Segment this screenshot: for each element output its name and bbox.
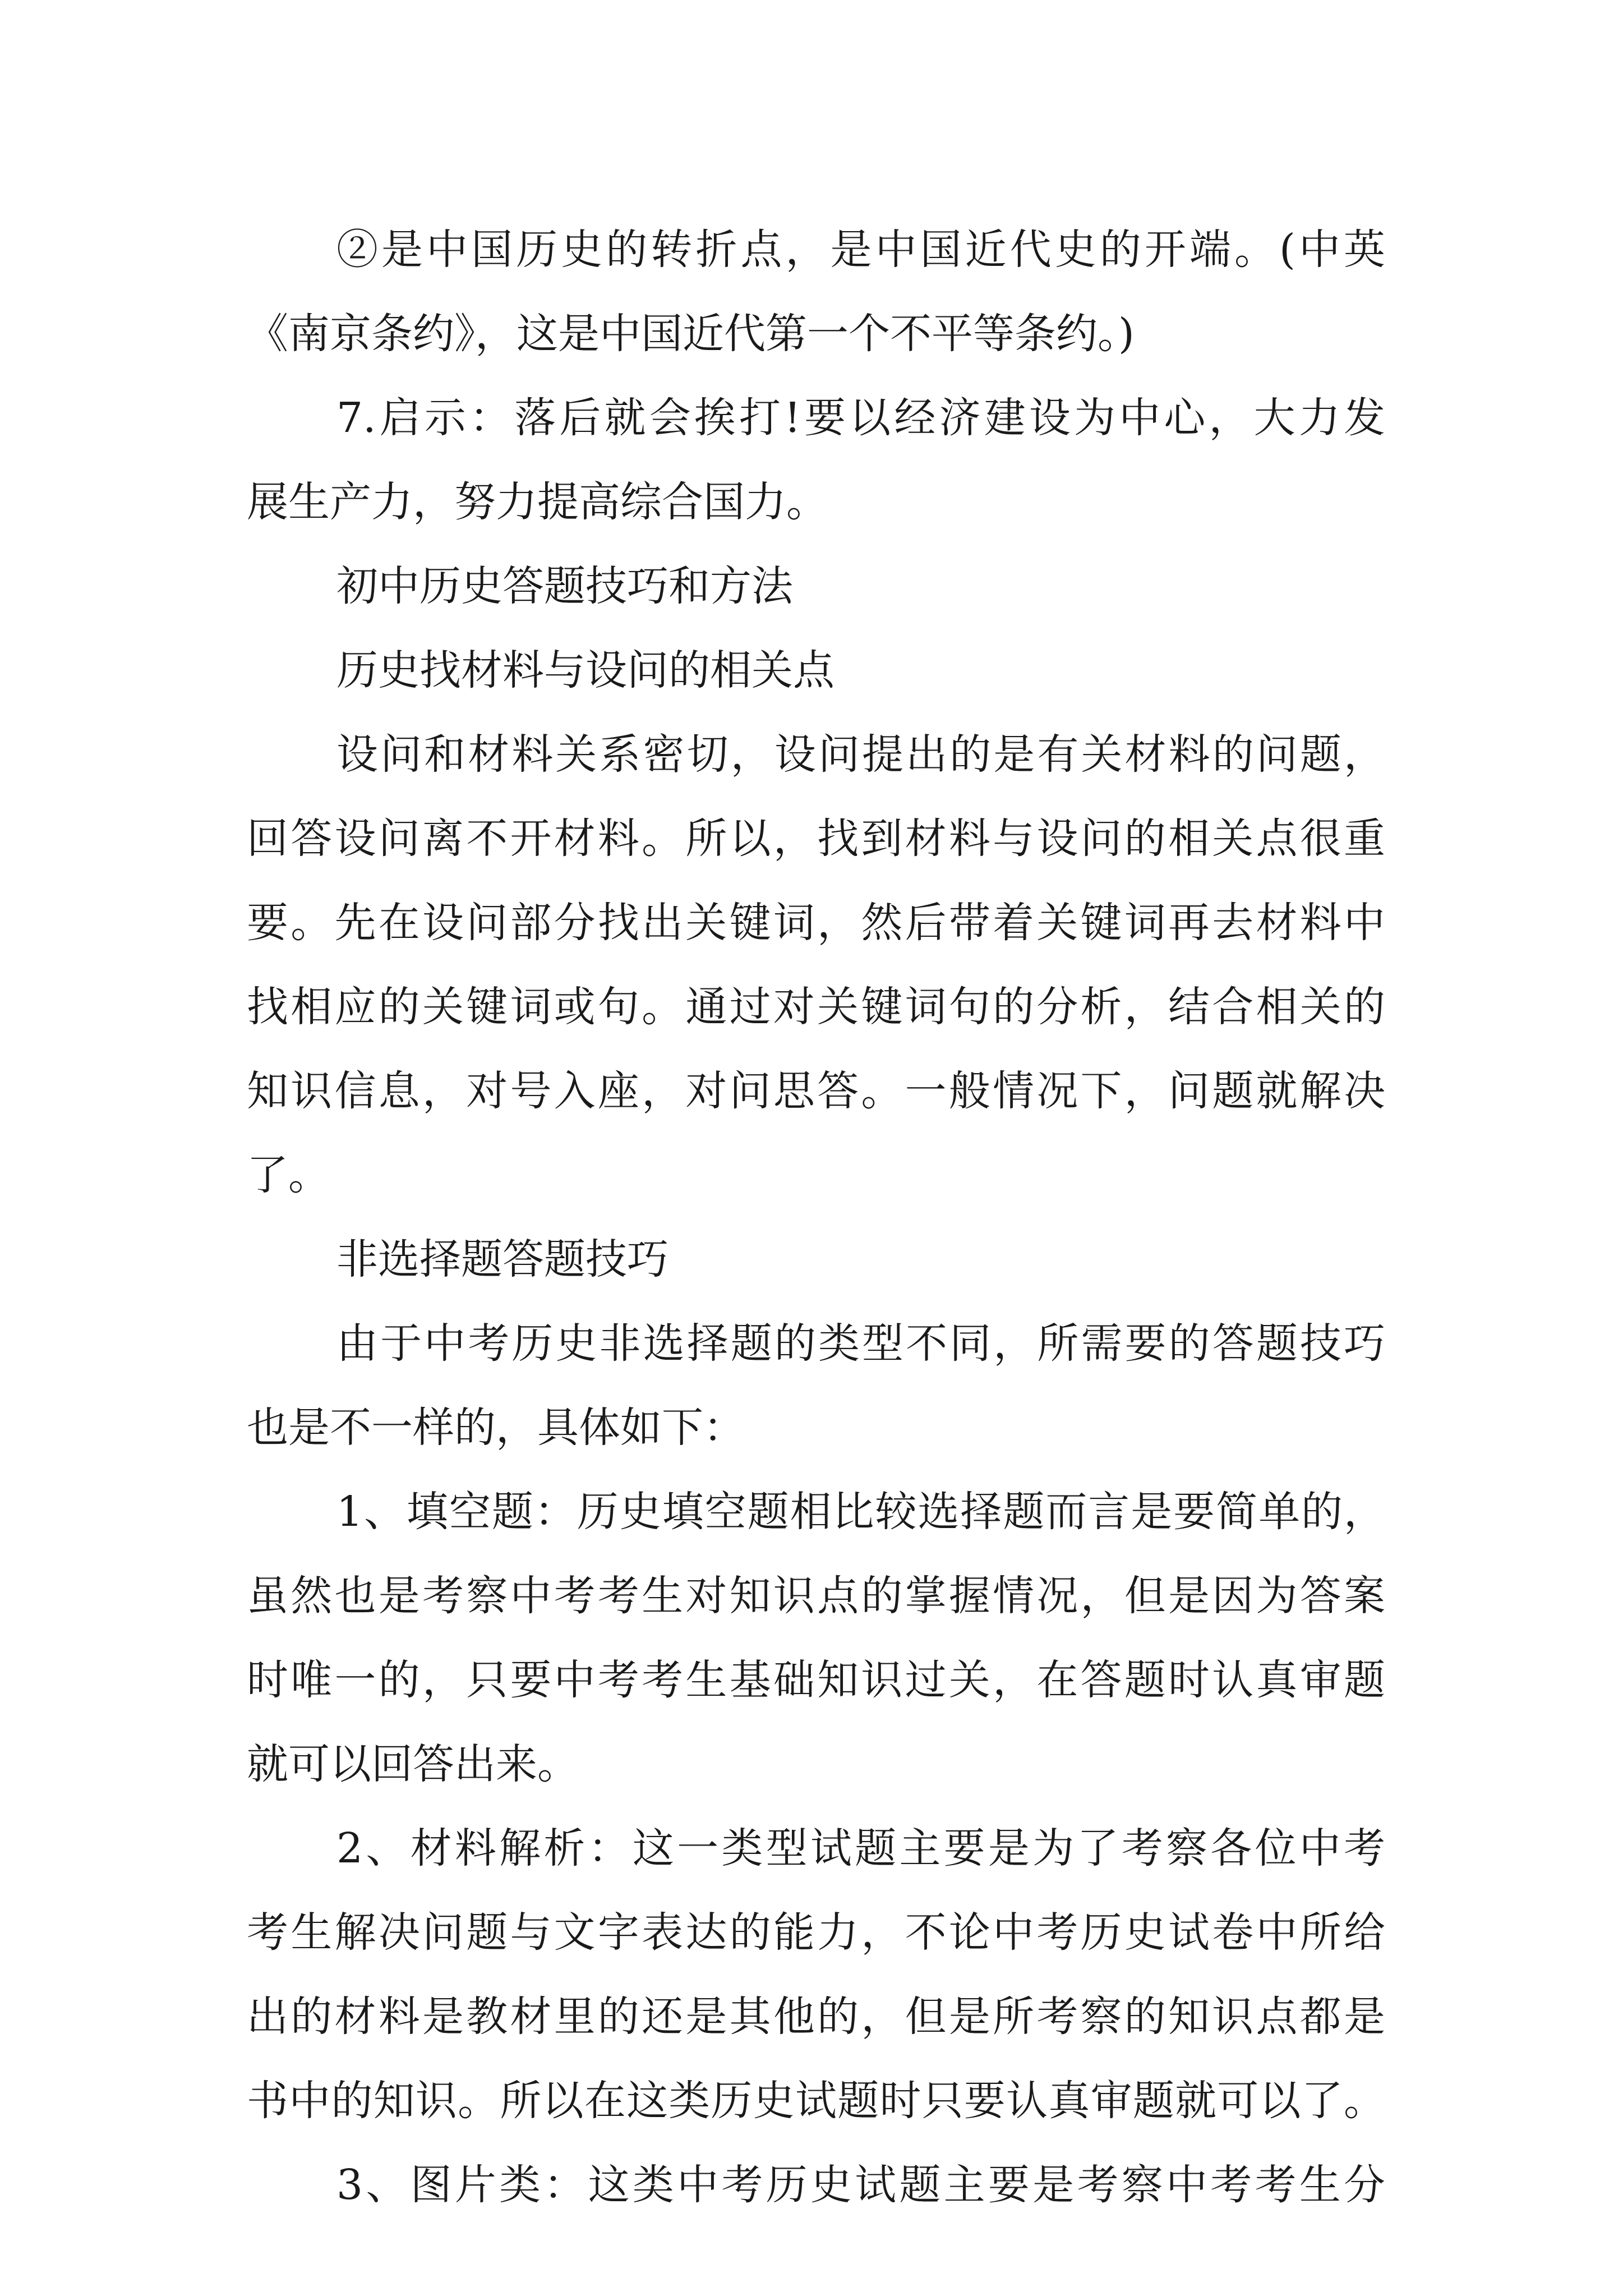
section-heading: 初中历史答题技巧和方法 bbox=[336, 562, 793, 610]
text-line: ②是中国历史的转折点，是中国近代史的开端。(中英 bbox=[336, 226, 1385, 274]
text-line: 2、材料解析：这一类型试题主要是为了考察各位中考 bbox=[336, 1824, 1385, 1872]
text-line: 出的材料是教材里的还是其他的，但是所考察的知识点都是 bbox=[247, 1993, 1385, 2041]
text-line: 设问和材料关系密切，设问提出的是有关材料的问题， bbox=[336, 730, 1385, 779]
text-line: 回答设问离不开材料。所以，找到材料与设问的相关点很重 bbox=[247, 815, 1385, 863]
text-line: 展生产力，努力提高综合国力。 bbox=[247, 478, 828, 526]
text-line: 找相应的关键词或句。通过对关键词句的分析，结合相关的 bbox=[247, 983, 1385, 1031]
text-line: 时唯一的，只要中考考生基础知识过关，在答题时认真审题 bbox=[247, 1656, 1385, 1704]
document-page bbox=[247, 208, 1385, 2227]
text-line: 《南京条约》，这是中国近代第一个不平等条约。) bbox=[247, 310, 1135, 358]
text-line: 7.启示：落后就会挨打!要以经济建设为中心，大力发 bbox=[336, 394, 1385, 442]
text-line: 要。先在设问部分找出关键词，然后带着关键词再去材料中 bbox=[247, 899, 1385, 947]
text-line: 也是不一样的，具体如下： bbox=[247, 1404, 745, 1452]
text-line: 书中的知识。所以在这类历史试题时只要认真审题就可以了。 bbox=[247, 2077, 1385, 2125]
section-heading: 历史找材料与设问的相关点 bbox=[336, 646, 834, 694]
text-line: 考生解决问题与文字表达的能力，不论中考历史试卷中所给 bbox=[247, 1908, 1385, 1957]
text-line: 了。 bbox=[247, 1151, 330, 1199]
section-heading: 非选择题答题技巧 bbox=[336, 1235, 668, 1283]
text-line: 3、图片类：这类中考历史试题主要是考察中考考生分 bbox=[336, 2161, 1385, 2209]
text-line: 虽然也是考察中考考生对知识点的掌握情况，但是因为答案 bbox=[247, 1572, 1385, 1620]
text-line: 由于中考历史非选择题的类型不同，所需要的答题技巧 bbox=[336, 1319, 1385, 1368]
text-line: 就可以回答出来。 bbox=[247, 1740, 579, 1788]
text-line: 知识信息，对号入座，对问思答。一般情况下，问题就解决 bbox=[247, 1067, 1385, 1115]
text-line: 1、填空题：历史填空题相比较选择题而言是要简单的， bbox=[336, 1488, 1385, 1536]
